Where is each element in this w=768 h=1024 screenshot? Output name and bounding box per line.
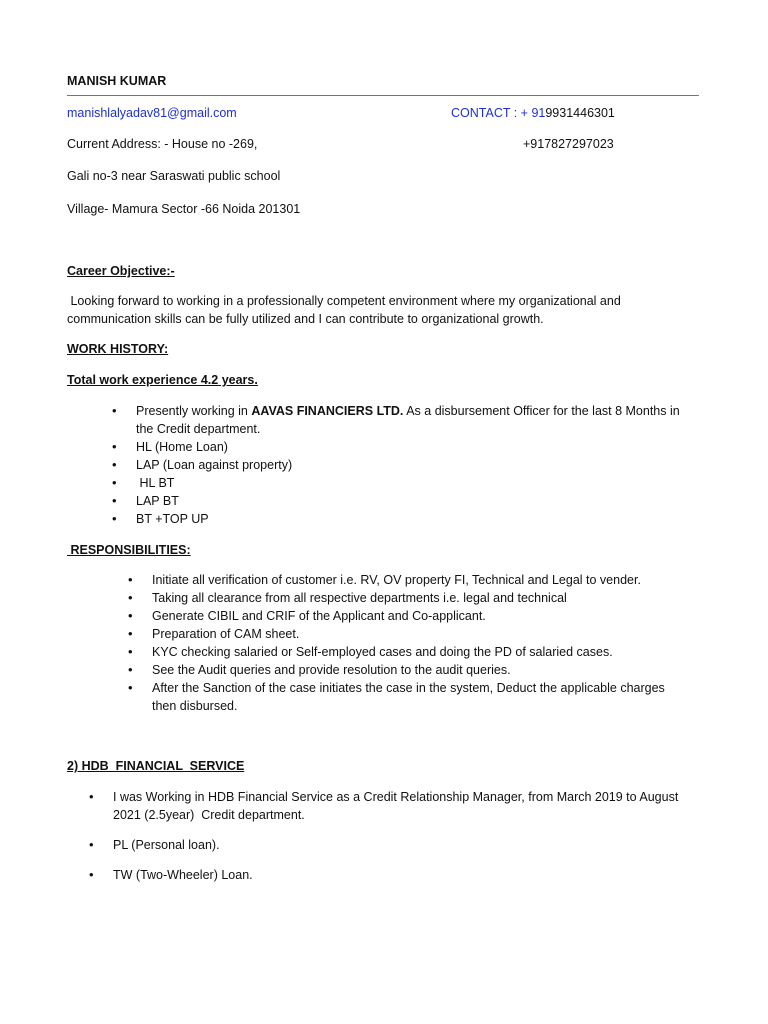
list-item (128, 607, 668, 625)
product-item: LAP BT (136, 494, 179, 508)
product-item: LAP (Loan against property) (136, 458, 293, 472)
work-history-list (112, 402, 692, 528)
work-history-heading: WORK HISTORY: (67, 342, 169, 356)
list-item (112, 492, 692, 510)
hdb-heading: 2) HDB FINANCIAL SERVICE (67, 759, 245, 773)
list-item (89, 866, 689, 884)
address-line-2: Gali no-3 near Saraswati public school (67, 169, 281, 183)
list-item (128, 661, 668, 679)
current-company: AAVAS FINANCIERS LTD. (251, 404, 404, 418)
address-line-3: Village- Mamura Sector -66 Noida 201301 (67, 202, 301, 216)
email-link[interactable]: manishlalyadav81@gmail.com (67, 106, 237, 120)
career-objective-text: Looking forward to working in a professionally competent environment where my organizational and communication skills can be fully utilized and I can contribute to organizational growth. (67, 294, 625, 326)
career-objective-heading: Career Objective:- (67, 264, 175, 278)
contact-line (451, 104, 615, 122)
list-item (112, 474, 692, 492)
header-rule (67, 95, 699, 96)
responsibility-item: Initiate all verification of customer i.e. RV, OV property FI, Technical and Legal to vender. (152, 573, 641, 587)
responsibility-item: Taking all clearance from all respective departments i.e. legal and technical (152, 591, 567, 605)
list-item (112, 402, 692, 438)
list-item (128, 643, 668, 661)
candidate-name: MANISH KUMAR (67, 74, 167, 88)
responsibility-item: Preparation of CAM sheet. (152, 627, 300, 641)
list-item (128, 679, 668, 715)
hdb-item: TW (Two-Wheeler) Loan. (113, 868, 253, 882)
current-job-suffix: As a disbursement Officer for the last 8 Months in the Credit department. (136, 404, 684, 436)
list-item (89, 788, 689, 824)
list-item (128, 625, 668, 643)
hdb-list (89, 788, 689, 884)
phone-2: +917827297023 (523, 137, 614, 151)
list-item (89, 836, 689, 854)
list-item (112, 438, 692, 456)
responsibility-item: See the Audit queries and provide resolution to the audit queries. (152, 663, 511, 677)
list-item (128, 589, 668, 607)
list-item (112, 510, 692, 528)
list-item (128, 571, 668, 589)
responsibility-item: After the Sanction of the case initiates the case in the system, Deduct the applicable charges then disbursed. (152, 681, 665, 713)
address-line-1: Current Address: - House no -269, (67, 137, 258, 151)
current-job-prefix: Presently working in (136, 404, 252, 418)
hdb-item: I was Working in HDB Financial Service as a Credit Relationship Manager, from March 2019 to August 2021 (2.5year) Credit department. (113, 790, 682, 822)
hdb-item: PL (Personal loan). (113, 838, 220, 852)
product-item: HL (Home Loan) (136, 440, 228, 454)
product-item: HL BT (136, 476, 175, 490)
responsibilities-heading: RESPONSIBILITIES: (67, 543, 191, 557)
list-item (112, 456, 692, 474)
responsibility-item: KYC checking salaried or Self-employed cases and doing the PD of salaried cases. (152, 645, 613, 659)
total-experience: Total work experience 4.2 years. (67, 373, 258, 387)
contact-label: CONTACT : + 91 (451, 106, 546, 120)
responsibility-item: Generate CIBIL and CRIF of the Applicant and Co-applicant. (152, 609, 486, 623)
phone-1: 9931446301 (545, 106, 615, 120)
responsibilities-list (128, 571, 668, 715)
product-item: BT +TOP UP (136, 512, 209, 526)
